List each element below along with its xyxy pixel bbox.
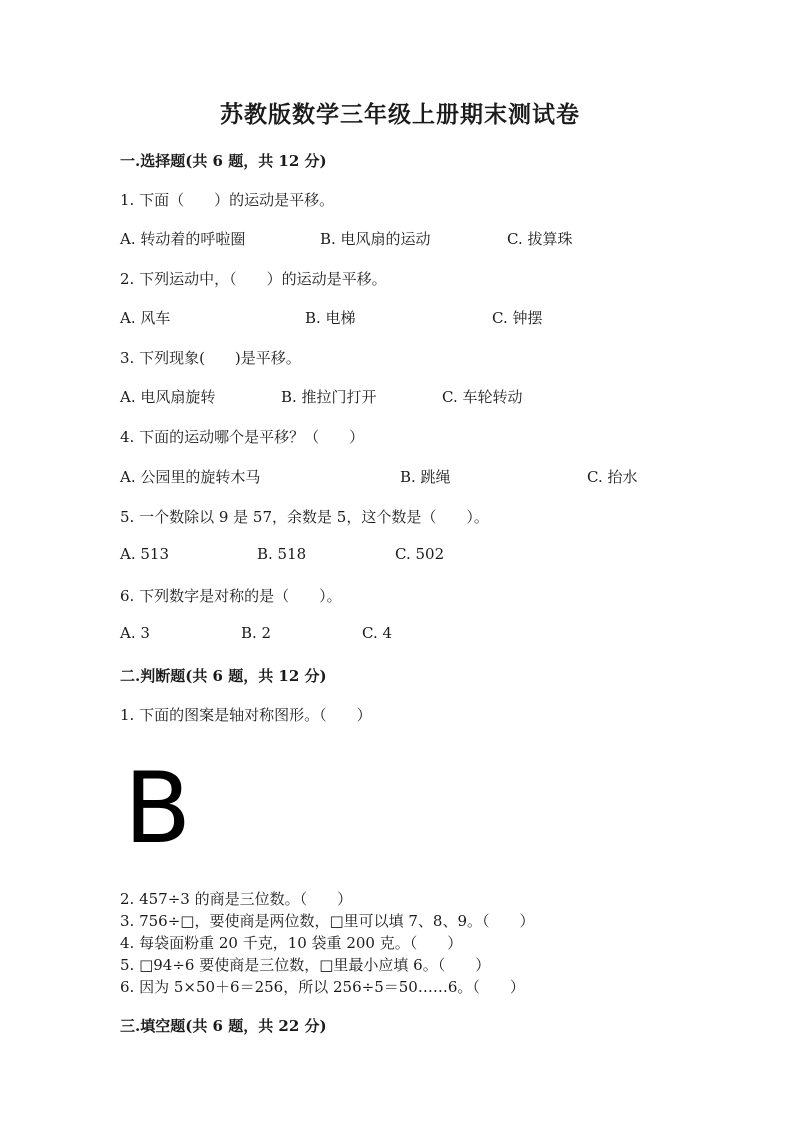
option-a: A. 电风扇旋转 [120,388,216,406]
option-c: C. 拔算珠 [507,230,573,248]
question-text: 2. 下列运动中，（ ）的运动是平移。 [120,270,387,288]
section-heading-choice: 一.选择题(共 6 题，共 12 分) [120,152,327,170]
section-heading-fill-blank: 三.填空题(共 6 题，共 22 分) [120,1017,327,1035]
option-c: C. 4 [362,624,393,642]
letter-b-figure: B [124,752,192,866]
option-a: A. 风车 [120,309,171,327]
option-b: B. 电梯 [305,309,356,327]
question-text: 1. 下面的图案是轴对称图形。（ ） [120,706,372,724]
question-text: 3. 下列现象( )是平移。 [120,349,301,367]
question-text: 3. 756÷□，要使商是两位数，□里可以填 7、8、9。（ ） [120,912,535,930]
option-b: B. 2 [241,624,272,642]
question-text: 4. 下面的运动哪个是平移？（ ） [120,428,365,446]
option-a: A. 转动着的呼啦圈 [120,230,246,248]
option-a: A. 公园里的旋转木马 [120,468,261,486]
option-a: A. 513 [120,545,169,563]
option-b: B. 518 [257,545,307,563]
option-c: C. 钟摆 [492,309,543,327]
question-text: 2. 457÷3 的商是三位数。（ ） [120,890,353,908]
option-c: C. 抬水 [587,468,638,486]
page-title: 苏教版数学三年级上册期末测试卷 [220,101,580,128]
question-text: 4. 每袋面粉重 20 千克，10 袋重 200 克。（ ） [120,934,463,952]
option-c: C. 502 [395,545,445,563]
option-c: C. 车轮转动 [442,388,523,406]
section-heading-judgement: 二.判断题(共 6 题，共 12 分) [120,667,327,685]
option-b: B. 推拉门打开 [281,388,377,406]
option-b: B. 电风扇的运动 [320,230,431,248]
question-text: 6. 下列数字是对称的是（ ）。 [120,587,342,605]
question-text: 6. 因为 5×50＋6＝256，所以 256÷5＝50……6。（ ） [120,978,525,996]
option-b: B. 跳绳 [400,468,451,486]
option-a: A. 3 [120,624,150,642]
question-text: 5. □94÷6 要使商是三位数，□里最小应填 6。（ ） [120,956,491,974]
question-text: 1. 下面（ ）的运动是平移。 [120,191,335,209]
question-text: 5. 一个数除以 9 是 57，余数是 5，这个数是（ ）。 [120,508,489,526]
